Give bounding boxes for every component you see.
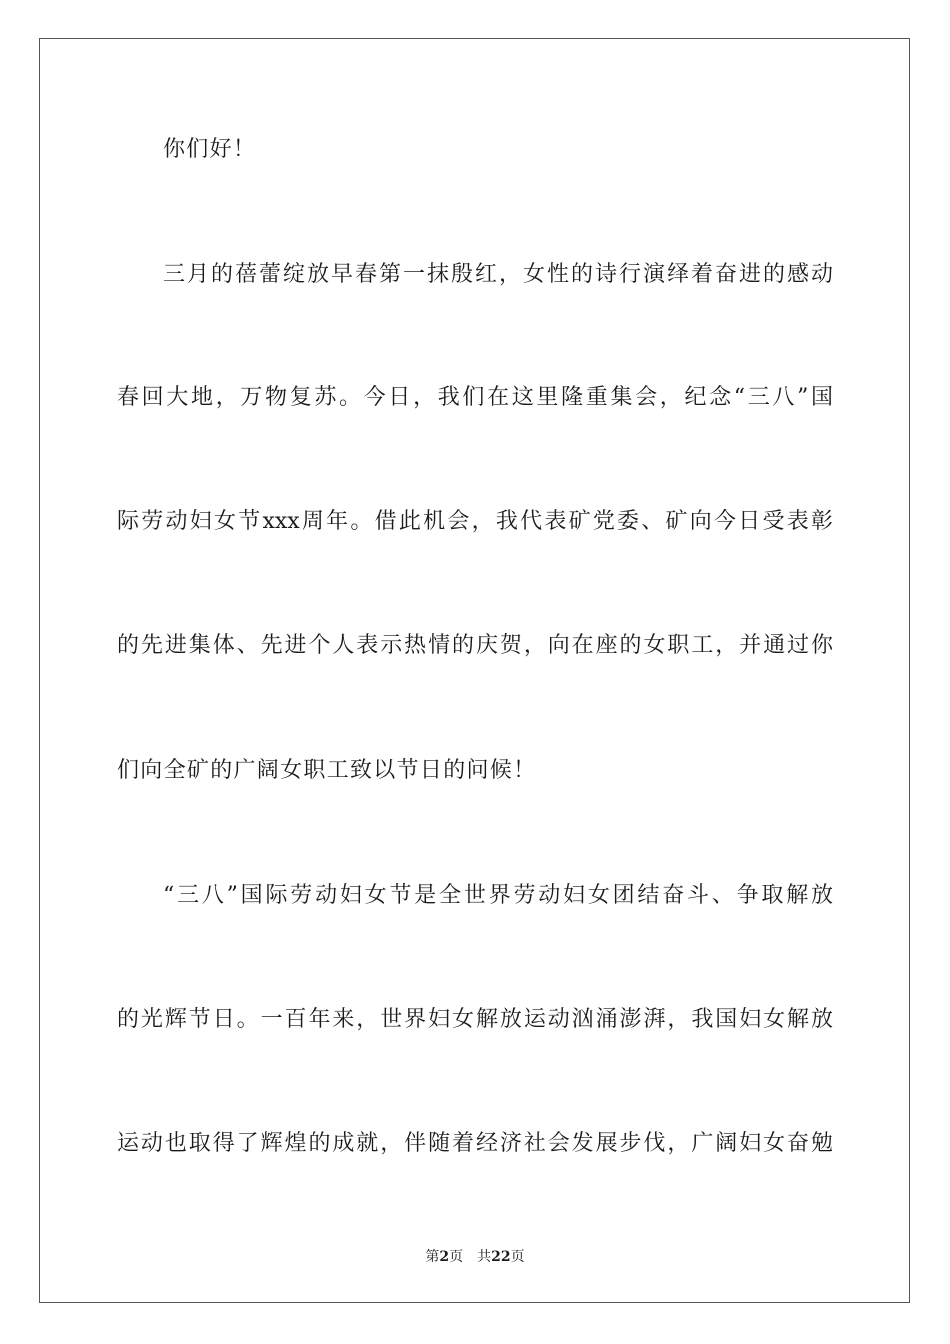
greeting-line: 你们好！ — [163, 137, 257, 162]
page-prefix: 第 — [425, 1249, 440, 1265]
page-footer — [0, 1248, 950, 1266]
page-suffix: 页 — [449, 1249, 464, 1265]
paragraph-2-line-2: 的光辉节日。一百年来，世界妇女解放运动汹涌澎湃，我国妇女解放 — [117, 1007, 833, 1032]
total-pages-number: 22 — [491, 1249, 511, 1265]
paragraph-2-line-1: “三八”国际劳动妇女节是全世界劳动妇女团结奋斗、争取解放 — [163, 883, 833, 908]
total-suffix: 页 — [510, 1249, 525, 1265]
page-border — [39, 38, 910, 1303]
paragraph-1-line-5: 们向全矿的广阔女职工致以节日的问候！ — [117, 758, 537, 783]
total-prefix: 共 — [477, 1249, 492, 1265]
paragraph-2-line-3: 运动也取得了辉煌的成就，伴随着经济社会发展步伐，广阔妇女奋勉 — [117, 1131, 833, 1156]
paragraph-1-line-3: 际劳动妇女节xxx周年。借此机会，我代表矿党委、矿向今日受表彰 — [117, 509, 833, 534]
paragraph-1-line-2: 春回大地，万物复苏。今日，我们在这里隆重集会，纪念“三八”国 — [117, 385, 833, 410]
paragraph-1-line-4: 的先进集体、先进个人表示热情的庆贺，向在座的女职工，并通过你 — [117, 633, 833, 658]
current-page-number: 2 — [439, 1249, 450, 1265]
paragraph-1-line-1: 三月的蓓蕾绽放早春第一抹殷红，女性的诗行演绎着奋进的感动 — [163, 262, 833, 287]
